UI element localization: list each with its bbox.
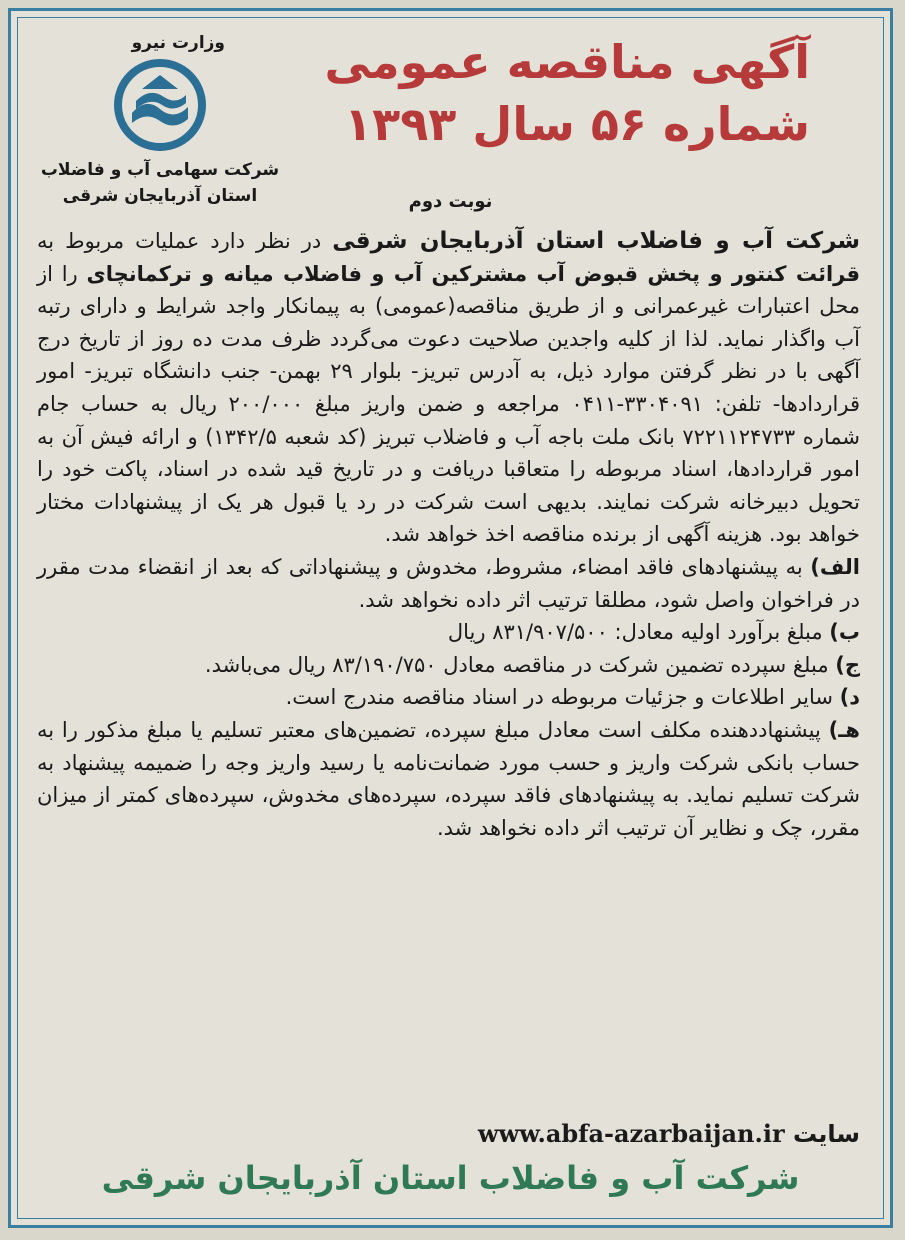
publication-round: نوبت دوم bbox=[408, 191, 493, 212]
clause-b bbox=[37, 616, 860, 649]
company-name-line1: شرکت سهامی آب و فاضلاب bbox=[40, 160, 280, 180]
notice-body bbox=[37, 225, 860, 844]
company-name-line2: استان آذربایجان شرقی bbox=[62, 186, 258, 206]
water-company-logo-icon bbox=[112, 57, 208, 153]
clause-c-label: ج) bbox=[835, 652, 860, 677]
ministry-name: وزارت نیرو bbox=[131, 33, 225, 53]
title-block bbox=[290, 31, 810, 155]
clause-d bbox=[37, 681, 860, 714]
intro-details: را از محل اعتبارات غیرعمرانی و از طریق مناقصه(عمومی) به پیمانکار واجد شرایط و دارای رتبه آب واگذار نماید. لذا از کلیه واجدین صلاحیت دعوت می‌گردد ظرف مدت ده روز از تاریخ درج آگهی با در نظر گرفتن موارد ذیل، به آدرس تبریز- بلوار ۲۹ بهمن- جنب دانشگاه تبریز- امور قراردادها- تلفن: ۳۳۰۴۰۹۱-۰۴۱۱ مراجعه و ضمن واریز مبلغ ۲۰۰/۰۰۰ ریال به حساب جام شماره ۷۲۲۱۱۲۴۷۳۳ بانک ملت باجه آب و فاضلاب تبریز (کد شعبه ۱۳۴۲/۵) و ارائه فیش آن به امور قراردادها، اسناد مربوطه را متعاقبا دریافت و در تاریخ قید شده در اسناد، پاکت خود را تحویل دبیرخانه شرکت نمایند. بدیهی است شرکت در رد یا قبول هر یک از پیشنهادات مختار خواهد بود. هزینه آگهی از برنده مناقصه اخذ خواهد شد. bbox=[37, 261, 860, 547]
footer-company-name: شرکت آب و فاضلاب استان آذربایجان شرقی bbox=[101, 1159, 800, 1197]
website-label: سایت bbox=[792, 1120, 860, 1148]
website-line bbox=[478, 1119, 860, 1148]
clause-e bbox=[37, 714, 860, 844]
clause-a bbox=[37, 551, 860, 616]
notice-title: آگهی مناقصه عمومی bbox=[324, 35, 810, 89]
intro-paragraph bbox=[37, 225, 860, 551]
clause-b-label: ب) bbox=[829, 620, 860, 645]
clause-a-label: الف) bbox=[810, 554, 860, 579]
notice-frame bbox=[8, 8, 893, 1228]
notice-number: شماره ۵۶ سال ۱۳۹۳ bbox=[344, 97, 810, 151]
intro-text: در نظر دارد عملیات مربوط به bbox=[37, 229, 333, 253]
clause-d-text: سایر اطلاعات و جزئیات مربوطه در اسناد مناقصه مندرج است. bbox=[285, 685, 840, 710]
intro-company: شرکت آب و فاضلاب استان آذربایجان شرقی bbox=[332, 228, 861, 254]
clause-c-text: مبلغ سپرده تضمین شرکت در مناقصه معادل ۸۳/۱۹۰/۷۵۰ ریال می‌باشد. bbox=[204, 652, 836, 677]
clause-e-label: هـ) bbox=[828, 717, 860, 742]
clause-b-text: مبلغ برآورد اولیه معادل: ۸۳۱/۹۰۷/۵۰۰ ریال bbox=[447, 620, 830, 645]
website-link[interactable]: www.abfa-azarbaijan.ir bbox=[477, 1119, 785, 1148]
clause-e-text: پیشنهاددهنده مکلف است معادل مبلغ سپرده، تضمین‌های معتبر تسلیم یا مبلغ مذکور را به حساب بانکی شرکت واریز و حسب مورد ضمانت‌نامه یا رسید واریز وجه را ضمیمه پیشنهاد به شرکت تسلیم نماید. به پیشنهادهای فاقد سپرده، سپرده‌های مخدوش، سپرده‌های کمتر از میزان مقرر، چک و نظایر آن ترتیب اثر داده نخواهد شد. bbox=[37, 717, 860, 840]
tender-subject: قرائت کنتور و پخش قبوض آب مشترکین آب و فاضلاب میانه و ترکمانچای bbox=[86, 261, 860, 286]
company-logo-block bbox=[25, 33, 295, 209]
clause-c bbox=[37, 649, 860, 682]
clause-a-text: به پیشنهادهای فاقد امضاء، مشروط، مخدوش و پیشنهاداتی که بعد از انقضاء مدت مقرر در فراخوان واصل شود، مطلقا ترتیب اثر داده نخواهد شد. bbox=[37, 554, 860, 612]
clause-d-label: د) bbox=[839, 685, 860, 710]
